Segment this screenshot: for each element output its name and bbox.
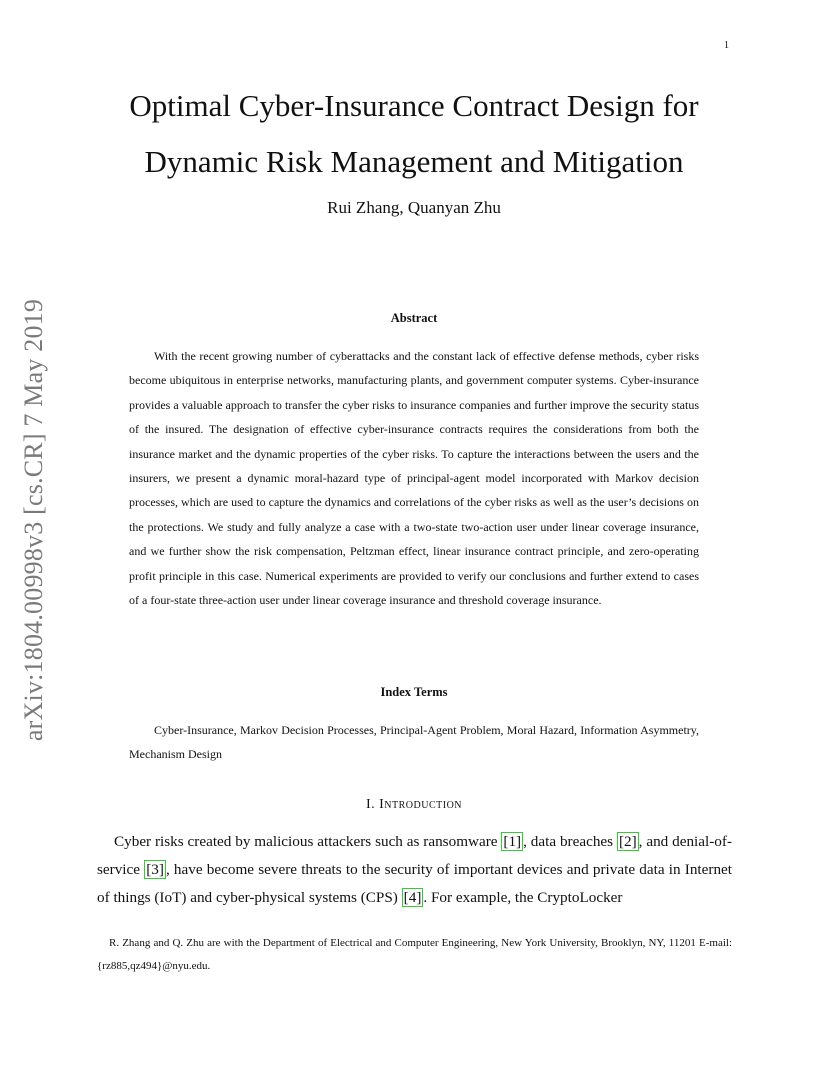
citation-link-1[interactable]: [1]	[503, 833, 522, 850]
author-affiliation-footnote: R. Zhang and Q. Zhu are with the Department of Electrical and Computer Engineering, New York University, Brooklyn, NY, 11201 E-mail:{rz885,qz494}@nyu.edu.	[97, 937, 732, 972]
index-terms-heading: Index Terms	[380, 685, 448, 699]
intro-text-segment: , have become severe threats to the security of important devices and private data in Internet of things (IoT) and cyber-physical systems (CPS)	[97, 861, 732, 906]
section-title: Introduction	[379, 797, 463, 812]
section-numeral: I.	[365, 797, 380, 812]
introduction-paragraph	[97, 828, 732, 912]
intro-text-segment: , data breaches	[523, 833, 617, 850]
paper-title-line-1: Optimal Cyber-Insurance Contract Design for	[129, 88, 699, 123]
paper-title	[0, 78, 828, 190]
citation-link-2[interactable]: [2]	[618, 833, 637, 850]
author-list: Rui Zhang, Quanyan Zhu	[327, 198, 501, 217]
citation-link-3[interactable]: [3]	[146, 861, 164, 878]
page-number: 1	[724, 40, 729, 51]
paper-title-line-2: Dynamic Risk Management and Mitigation	[144, 144, 684, 179]
abstract-heading: Abstract	[390, 311, 438, 325]
citation-link-4[interactable]: [4]	[403, 889, 422, 906]
arxiv-identifier[interactable]: arXiv:1804.00998v3 [cs.CR] 7 May 2019	[19, 298, 48, 742]
intro-text-segment: . For example, the CryptoLocker	[423, 889, 623, 906]
index-terms-text: Cyber-Insurance, Markov Decision Processes, Principal-Agent Problem, Moral Hazard, Information Asymmetry, Mechanism Design	[129, 723, 699, 762]
intro-text-segment: Cyber risks created by malicious attackers such as ransomware	[114, 833, 502, 850]
introduction-heading	[0, 797, 828, 813]
intro-text-segment: , and denial-of-service	[97, 833, 732, 878]
abstract-text: With the recent growing number of cyberattacks and the constant lack of effective defense methods, cyber risks become ubiquitous in enterprise networks, manufacturing plants, and government computer systems. Cyber-insurance provides a valuable approach to transfer the cyber risks to insurance companies and further improve the security status of the insured. The designation of effective cyber-insurance contracts requires the considerations from both the insurance market and the dynamic properties of the cyber risks. To capture the interactions between the users and the insurers, we present a dynamic moral-hazard type of principal-agent model incorporated with Markov decision processes, which are used to capture the dynamics and correlations of the cyber risks as well as the user’s decisions on the protections. We study and fully analyze a case with a two-state two-action user under linear coverage insurance, and we further show the risk compensation, Peltzman effect, linear insurance contract principle, and zero-operating profit principle in this case. Numerical experiments are provided to verify our conclusions and further extend to cases of a four-state three-action user under linear coverage insurance and threshold coverage insurance.	[129, 349, 699, 608]
